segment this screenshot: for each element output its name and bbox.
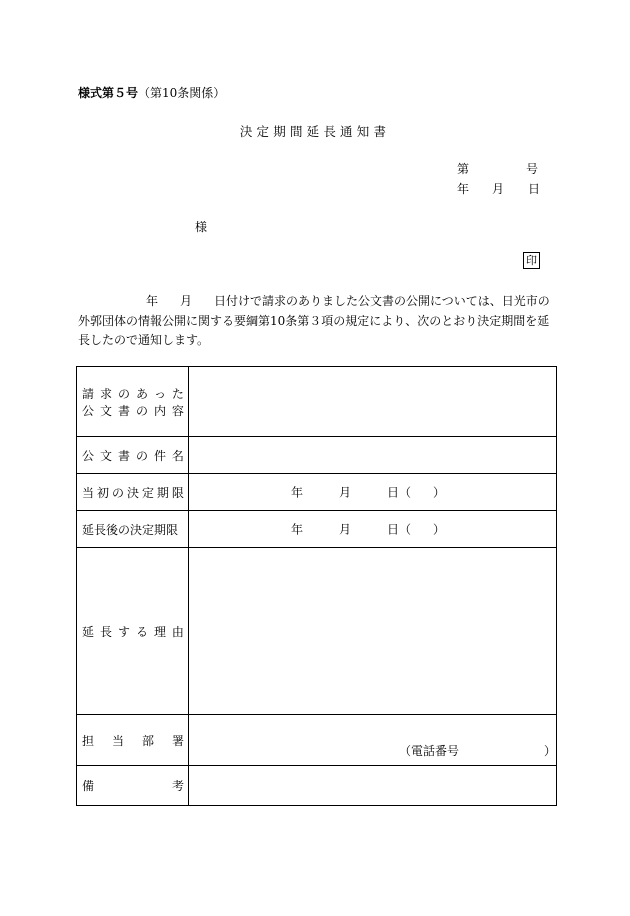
- label-remarks: [77, 766, 189, 806]
- recipient-honorific: 様: [195, 220, 208, 234]
- original-deadline-close: ）: [433, 485, 446, 500]
- extended-deadline-close: ）: [433, 522, 446, 537]
- doc-date-year: 年: [457, 182, 470, 196]
- body-month: 月: [180, 294, 193, 308]
- extended-deadline-year: 年: [291, 522, 304, 537]
- label-extension-reason-text: 延 長 す る 理 由: [82, 624, 184, 639]
- notice-body-line-3: 長したので通知します。: [78, 333, 210, 347]
- doc-number-prefix: 第: [457, 162, 470, 176]
- row-extended-deadline: [77, 511, 557, 548]
- notice-details-table: [76, 366, 557, 806]
- label-extended-deadline: [77, 511, 189, 548]
- notice-body: [78, 292, 560, 351]
- label-department-text: 担 当 部 署: [82, 733, 184, 748]
- label-request-content: [77, 367, 189, 437]
- original-deadline-year: 年: [291, 485, 304, 500]
- value-document-subject[interactable]: [189, 437, 557, 474]
- label-original-deadline: [77, 474, 189, 511]
- extended-deadline-month: 月: [339, 522, 352, 537]
- label-document-subject: [77, 437, 189, 474]
- value-extension-reason[interactable]: [189, 548, 557, 715]
- row-remarks: [77, 766, 557, 806]
- original-deadline-day: 日（: [387, 485, 412, 500]
- value-department[interactable]: [189, 715, 557, 766]
- original-deadline-month: 月: [339, 485, 352, 500]
- form-number: [78, 84, 225, 101]
- body-year: 年: [146, 294, 159, 308]
- form-number-reference: （第10条関係）: [138, 86, 226, 100]
- label-original-deadline-text: 当 初 の 決 定 期 限: [82, 485, 184, 500]
- value-remarks[interactable]: [189, 766, 557, 806]
- seal-mark: 印: [523, 252, 540, 269]
- row-document-subject: [77, 437, 557, 474]
- label-request-content-line-2: 公 文 書 の 内 容: [82, 403, 184, 418]
- label-extended-deadline-text: 延長後の決定期限: [82, 522, 179, 537]
- tel-open: （電話番号: [399, 744, 460, 758]
- tel-close: ）: [544, 744, 557, 758]
- doc-number-suffix: 号: [526, 162, 539, 176]
- extended-deadline-day: 日（: [387, 522, 412, 537]
- document-title: 決定期間延長通知書: [239, 124, 391, 139]
- notice-body-line-2: 外郭団体の情報公開に関する要綱第10条第３項の規定により、次のとおり決定期間を延: [78, 313, 550, 328]
- value-request-content[interactable]: [189, 367, 557, 437]
- value-extended-deadline[interactable]: [189, 511, 557, 548]
- row-original-deadline: [77, 474, 557, 511]
- doc-date-month: 月: [492, 182, 505, 196]
- label-request-content-line-1: 請 求 の あ っ た: [82, 386, 184, 401]
- value-original-deadline[interactable]: [189, 474, 557, 511]
- doc-date-day: 日: [528, 182, 541, 196]
- label-department: [77, 715, 189, 766]
- label-remarks-text: 備 考: [82, 779, 184, 793]
- row-request-content: [77, 367, 557, 437]
- row-department: [77, 715, 557, 766]
- label-document-subject-text: 公 文 書 の 件 名: [82, 448, 184, 463]
- form-number-label: 様式第５号: [78, 86, 139, 100]
- row-extension-reason: [77, 548, 557, 715]
- body-line-1-text: 日付けで請求のありました公文書の公開については、日光市の: [214, 294, 550, 308]
- notice-body-line-1: [78, 292, 560, 312]
- label-extension-reason: [77, 548, 189, 715]
